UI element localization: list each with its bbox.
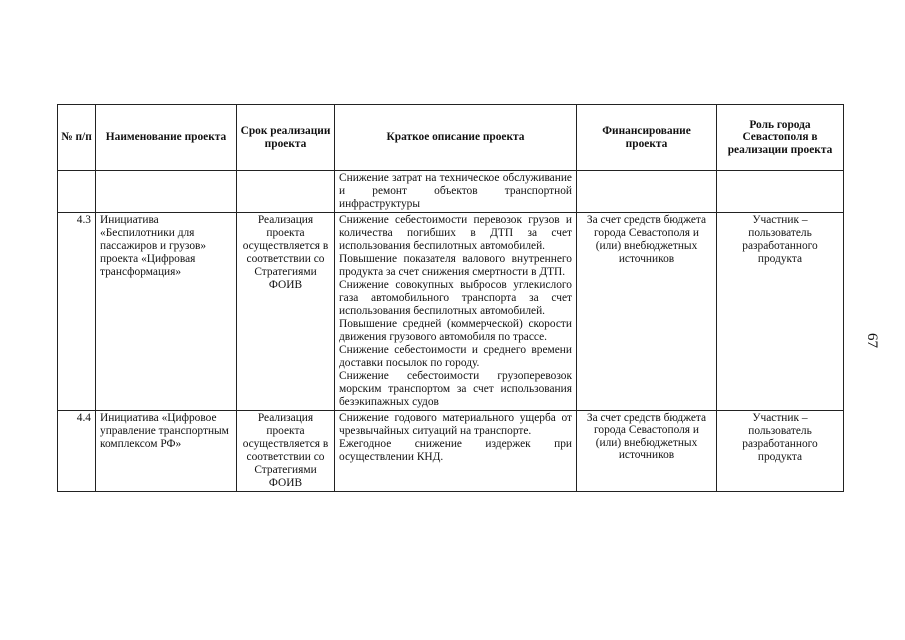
- cell-desc: [335, 171, 577, 213]
- cell-role: [717, 171, 844, 213]
- header-name: Наименование проекта: [96, 105, 237, 171]
- desc-paragraph: Снижение совокупных выбросов углекислого газа автомобильного транспорта за счет использования беспилотных автомобилей.: [339, 279, 572, 317]
- cell-desc: [335, 213, 577, 411]
- page-number: 67: [864, 333, 880, 348]
- header-fin: Финансирование проекта: [577, 105, 717, 171]
- header-num: № п/п: [58, 105, 96, 171]
- cell-name: [96, 171, 237, 213]
- desc-paragraph: Повышение показателя валового внутреннего продукта за счет снижения смертности в ДТП.: [339, 253, 572, 278]
- continuation-row: [58, 171, 844, 213]
- cell-fin: За счет средств бюджета города Севастополя и (или) внебюджетных источников: [577, 213, 717, 411]
- table-row: [58, 411, 844, 492]
- header-term: Срок реализации проекта: [237, 105, 335, 171]
- desc-paragraph: Снижение затрат на техническое обслуживание и ремонт объектов транспортной инфраструктуры: [339, 172, 572, 210]
- cell-num: 4.4: [58, 411, 96, 492]
- desc-paragraph: Снижение себестоимости перевозок грузов и количества погибших в ДТП за счет использования беспилотных автомобилей.: [339, 214, 572, 252]
- projects-table: [57, 104, 844, 492]
- cell-fin: [577, 171, 717, 213]
- cell-name: Инициатива «Беспилотники для пассажиров и грузов» проекта «Цифровая трансформация»: [96, 213, 237, 411]
- desc-paragraph: Ежегодное снижение издержек при осуществлении КНД.: [339, 438, 572, 463]
- cell-role: Участник – пользователь разработанного продукта: [717, 213, 844, 411]
- cell-term: Реализация проекта осуществляется в соответствии со Стратегиями ФОИВ: [237, 411, 335, 492]
- cell-role: Участник – пользователь разработанного продукта: [717, 411, 844, 492]
- desc-paragraph: Снижение годового материального ущерба от чрезвычайных ситуаций на транспорте.: [339, 412, 572, 437]
- header-desc: Краткое описание проекта: [335, 105, 577, 171]
- cell-term: Реализация проекта осуществляется в соответствии со Стратегиями ФОИВ: [237, 213, 335, 411]
- header-role: Роль города Севастополя в реализации проекта: [717, 105, 844, 171]
- desc-paragraph: Повышение средней (коммерческой) скорости движения грузового автомобиля по трассе.: [339, 318, 572, 343]
- cell-term: [237, 171, 335, 213]
- table-row: [58, 213, 844, 411]
- cell-fin: За счет средств бюджета города Севастополя и (или) внебюджетных источников: [577, 411, 717, 492]
- cell-num: [58, 171, 96, 213]
- cell-desc: [335, 411, 577, 492]
- cell-num: 4.3: [58, 213, 96, 411]
- desc-paragraph: Снижение себестоимости и среднего времени доставки посылок по городу.: [339, 344, 572, 369]
- header-row: [58, 105, 844, 171]
- desc-paragraph: Снижение себестоимости грузоперевозок морским транспортом за счет использования безэкипажных судов: [339, 370, 572, 408]
- cell-name: Инициатива «Цифровое управление транспортным комплексом РФ»: [96, 411, 237, 492]
